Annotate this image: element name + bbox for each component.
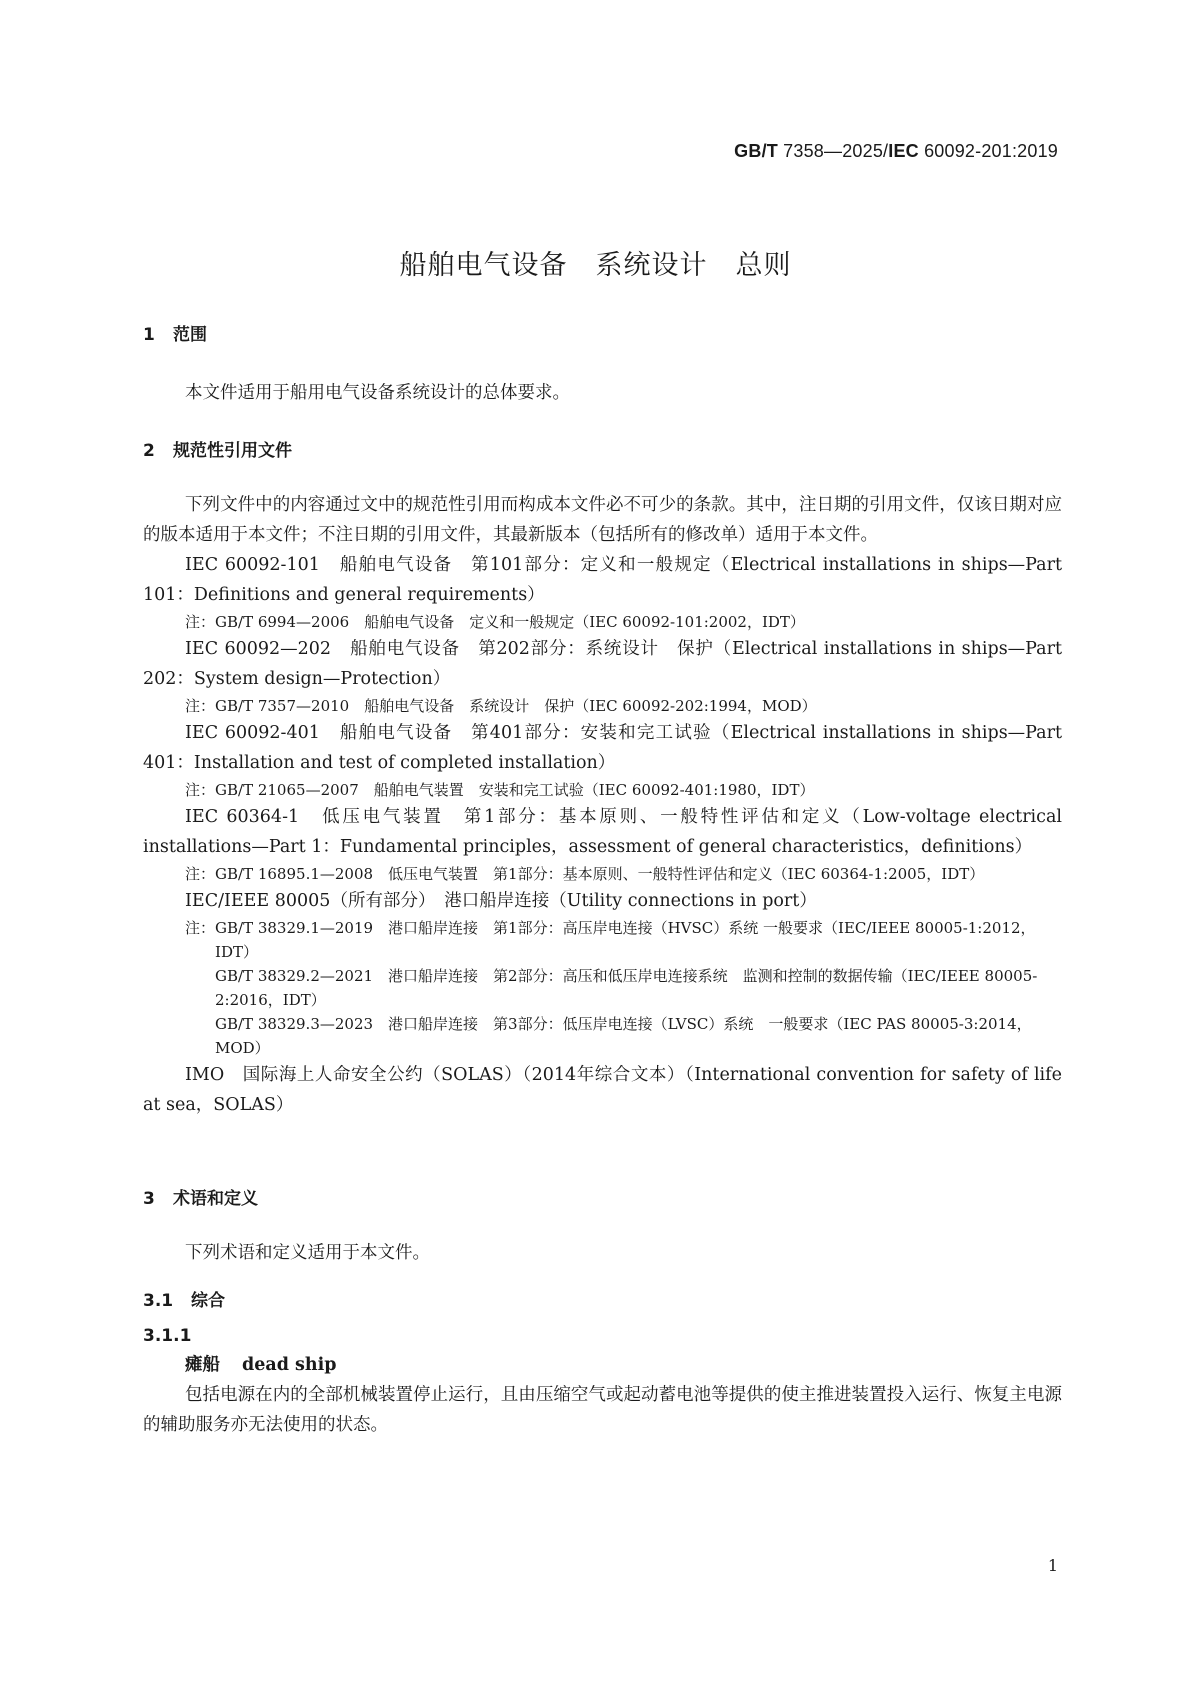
page-number: 1 bbox=[1047, 1556, 1058, 1575]
section-heading: 3 术语和定义 bbox=[143, 1189, 258, 1209]
note-continuation: GB/T 38329.3—2023 港口船岸连接 第3部分：低压岸电连接（LVSC）系统 一般要求（IEC PAS 80005-3:2014，MOD） bbox=[215, 1015, 1032, 1057]
section-heading: 1 范围 bbox=[143, 325, 207, 345]
section-1-body: 本文件适用于船用电气设备系统设计的总体要求。 bbox=[185, 383, 570, 403]
section-2 bbox=[143, 436, 1062, 461]
section-3-body: 下列术语和定义适用于本文件。 bbox=[185, 1243, 430, 1263]
subsection-heading: 3.1 综合 bbox=[143, 1291, 225, 1311]
term-definition: 包括电源在内的全部机械装置停止运行，且由压缩空气或起动蓄电池等提供的使主推进装置投入运行、恢复主电源的辅助服务亦无法使用的状态。 bbox=[143, 1385, 1062, 1435]
note: 注： GB/T 7357—2010 船舶电气设备 系统设计 保护（IEC 60092-202:1994，MOD） bbox=[185, 697, 817, 715]
document-title: 船舶电气设备 系统设计 总则 bbox=[399, 250, 792, 281]
section-3 bbox=[143, 1184, 1062, 1209]
standard-code: GB/T 7358—2025/IEC 60092-201:2019 bbox=[734, 141, 1058, 161]
reference-item: IEC/IEEE 80005（所有部分） 港口船岸连接（Utility connections in port） bbox=[185, 891, 817, 911]
note: 注： GB/T 16895.1—2008 低压电气装置 第1部分：基本原则、一般特性评估和定义（IEC 60364-1:2005，IDT） bbox=[185, 865, 985, 883]
term-entry: 瘫船 dead ship bbox=[185, 1355, 337, 1375]
reference-item: IEC 60364-1 低压电气装置 第1部分：基本原则、一般特性评估和定义（Low-voltage electrical installations—Part 1：Fundamental principles，assessment of general characteristics，definitions） bbox=[143, 807, 1062, 857]
section-2-body bbox=[143, 490, 1062, 1120]
note: 注： GB/T 21065—2007 船舶电气装置 安装和完工试验（IEC 60092-401:1980，IDT） bbox=[185, 781, 815, 799]
note: 注： GB/T 38329.1—2019 港口船岸连接 第1部分：高压岸电连接（HVSC）系统 一般要求（IEC/IEEE 80005-1:2012，IDT） bbox=[185, 919, 1036, 961]
reference-item: IEC 60092-401 船舶电气设备 第401部分：安装和完工试验（Electrical installations in ships—Part 401：Installation and test of completed installation） bbox=[143, 723, 1062, 773]
note-continuation: GB/T 38329.2—2021 港口船岸连接 第2部分：高压和低压岸电连接系统 监测和控制的数据传输（IEC/IEEE 80005-2:2016，IDT） bbox=[215, 967, 1038, 1009]
term-number: 3.1.1 bbox=[143, 1326, 192, 1346]
reference-item: IEC 60092-101 船舶电气设备 第101部分：定义和一般规定（Electrical installations in ships—Part 101：Definitions and general requirements） bbox=[143, 555, 1062, 605]
reference-item: IEC 60092—202 船舶电气设备 第202部分：系统设计 保护（Electrical installations in ships—Part 202：System design—Protection） bbox=[143, 639, 1062, 689]
paragraph: 下列文件中的内容通过文中的规范性引用而构成本文件必不可少的条款。其中，注日期的引用文件，仅该日期对应的版本适用于本文件；不注日期的引用文件，其最新版本（包括所有的修改单）适用于本文件。 bbox=[143, 495, 1062, 545]
reference-item: IMO 国际海上人命安全公约（SOLAS）（2014年综合文本）（International convention for safety of life at sea，SOLAS） bbox=[143, 1065, 1062, 1115]
section-heading: 2 规范性引用文件 bbox=[143, 441, 292, 461]
section-1 bbox=[143, 320, 1062, 345]
note: 注： GB/T 6994—2006 船舶电气设备 定义和一般规定（IEC 60092-101:2002，IDT） bbox=[185, 613, 805, 631]
